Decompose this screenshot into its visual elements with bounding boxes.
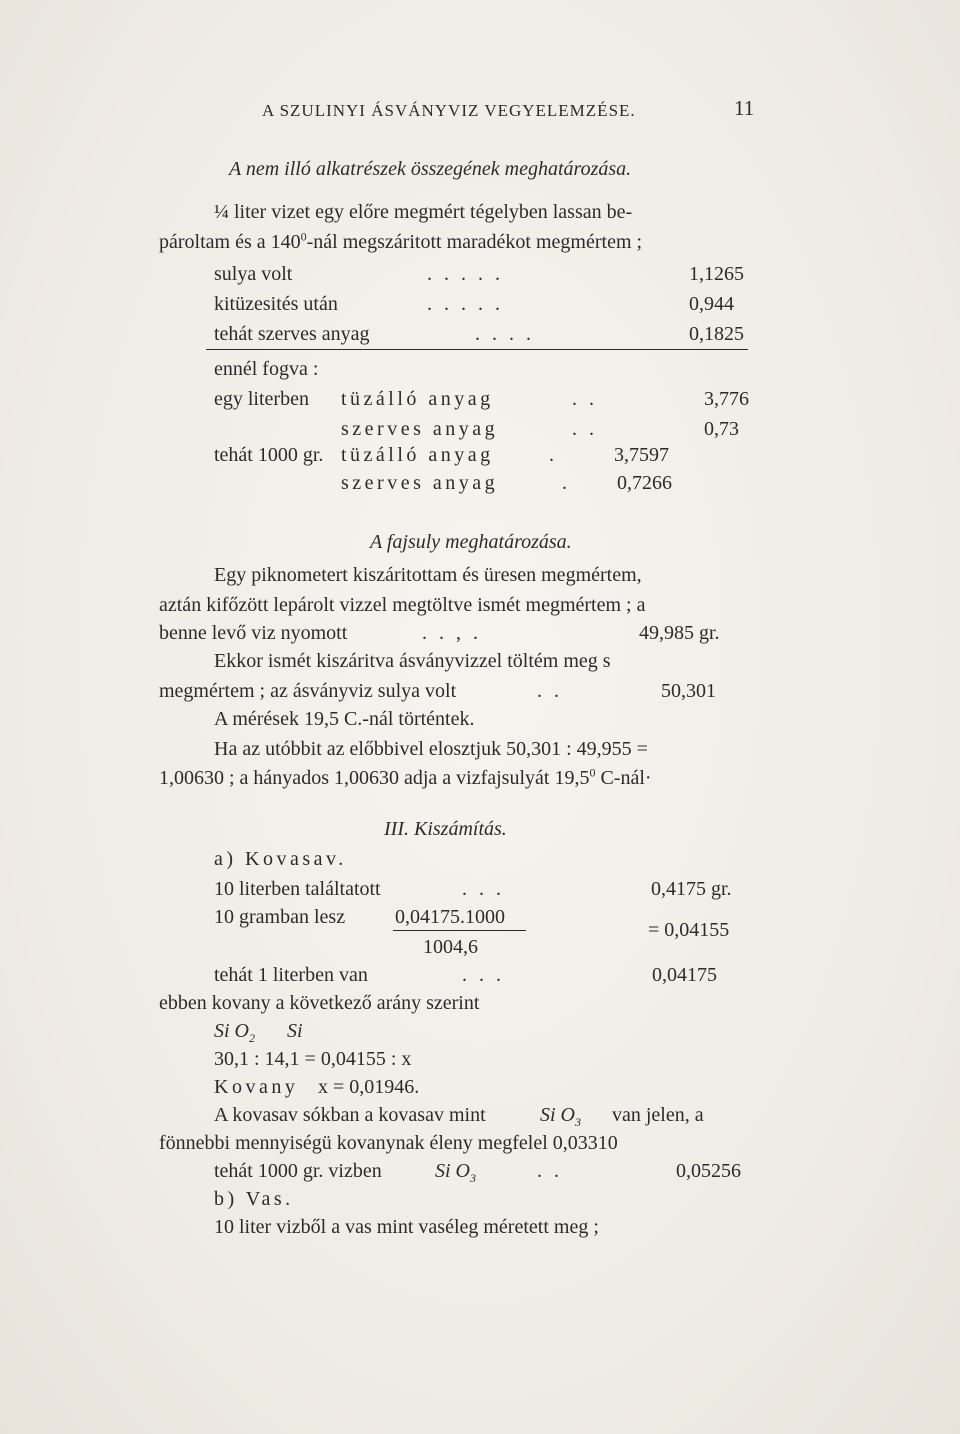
- subsection-heading: b) Vas.: [214, 1188, 294, 1210]
- paragraph-line: 1,00630 ; a hányados 1,00630 adja a vizfajsulyát 19,5$^0$ C-nál·: [159, 765, 652, 789]
- fraction-numerator: 0,04175.1000: [395, 906, 505, 928]
- paragraph-line: aztán kifőzött lepárolt vizzel megtöltve ismét megmértem ; a: [159, 594, 646, 616]
- leader-dots: . . . . .: [427, 263, 504, 285]
- page-number: 11: [734, 96, 755, 120]
- paragraph-line: benne levő viz nyomott: [159, 622, 348, 644]
- row-value: 1,1265: [689, 263, 744, 285]
- leader-dots: . . , .: [422, 622, 482, 644]
- row-value: 3,7597: [614, 444, 669, 466]
- row-label: 10 literben találtatott: [214, 878, 381, 900]
- row-label: tehát 1 literben van: [214, 964, 368, 986]
- formula: Si $O_2$: [214, 1020, 255, 1045]
- leader-dots: . .: [572, 418, 598, 440]
- row-value: 0,05256: [676, 1160, 741, 1182]
- paragraph-line: fönnebbi mennyiségü kovanynak éleny megfelel 0,03310: [159, 1132, 618, 1154]
- row-label: kitüzesités után: [214, 293, 338, 315]
- leader-dots: . .: [537, 1160, 563, 1182]
- paragraph-line: pároltam és a $140^0$-nál megszáritott maradékot megmértem ;: [159, 229, 643, 253]
- leader-dots: . . .: [462, 878, 505, 900]
- leader-dots: .: [549, 444, 554, 466]
- paragraph-line: 10 liter vizből a vas mint vaséleg méretett meg ;: [214, 1216, 599, 1238]
- row-value: 3,776: [704, 388, 749, 410]
- row-value: 0,04175: [652, 964, 717, 986]
- section-title-density: A fajsuly meghatározása.: [370, 531, 572, 553]
- equation: 30,1 : 14,1 = 0,04155 : x: [214, 1048, 412, 1070]
- paragraph-line: ennél fogva :: [214, 358, 319, 380]
- leader-dots: . . . .: [475, 323, 535, 345]
- row-value: 50,301: [661, 680, 716, 702]
- row-value: 0,7266: [617, 472, 672, 494]
- row-value: 0,73: [704, 418, 739, 440]
- section-title-nonvolatile: A nem illó alkatrészek összegének meghatározása.: [229, 158, 632, 180]
- row-value: = 0,04155: [648, 919, 730, 941]
- row-label: tüzálló anyag: [341, 388, 494, 410]
- row-value: 0,1825: [689, 323, 744, 345]
- leader-dots: . . .: [462, 964, 505, 986]
- paragraph-line: Ha az utóbbit az előbbivel elosztjuk 50,301 : 49,955 =: [214, 738, 648, 760]
- row-label: tehát 1000 gr.: [214, 444, 324, 466]
- paragraph-line: ¼ liter vizet egy előre megmért tégelyben lassan be-: [214, 201, 633, 223]
- row-label: Kovany: [214, 1076, 299, 1098]
- formula: Si: [287, 1020, 303, 1042]
- formula: Si $O_3$: [540, 1104, 581, 1129]
- leader-dots: . .: [572, 388, 598, 410]
- row-label: szerves anyag: [341, 472, 499, 494]
- leader-dots: .: [562, 472, 567, 494]
- paragraph-line: ebben kovany a következő arány szerint: [159, 992, 480, 1014]
- row-label: szerves anyag: [341, 418, 499, 440]
- running-header: A SZULINYI ÁSVÁNYVIZ VEGYELEMZÉSE.: [262, 101, 636, 120]
- divider-rule: [206, 349, 748, 350]
- row-value: 0,944: [689, 293, 734, 315]
- row-label: 10 gramban lesz: [214, 906, 346, 928]
- formula: Si $O_3$: [435, 1160, 476, 1185]
- row-value: 0,4175 gr.: [651, 878, 732, 900]
- paragraph-line: van jelen, a: [612, 1104, 704, 1126]
- equation: x = 0,01946.: [318, 1076, 420, 1098]
- paragraph-line: A kovasav sókban a kovasav mint: [214, 1104, 486, 1126]
- row-label: sulya volt: [214, 263, 293, 285]
- row-value: 49,985 gr.: [639, 622, 720, 644]
- leader-dots: . . . . .: [427, 293, 504, 315]
- fraction-denominator: 1004,6: [423, 936, 478, 958]
- row-label: tüzálló anyag: [341, 444, 494, 466]
- row-label: egy literben: [214, 388, 309, 410]
- paragraph-line: megmértem ; az ásványviz sulya volt: [159, 680, 457, 702]
- row-label: tehát 1000 gr. vizben: [214, 1160, 382, 1182]
- paragraph-line: A mérések 19,5 C.-nál történtek.: [214, 708, 475, 730]
- fraction-bar: [393, 930, 526, 931]
- leader-dots: . .: [537, 680, 563, 702]
- section-title-calculation: III. Kiszámítás.: [384, 818, 507, 840]
- row-label: tehát szerves anyag: [214, 323, 370, 345]
- paragraph-line: Egy piknometert kiszáritottam és üresen megmértem,: [214, 564, 642, 586]
- paragraph-line: Ekkor ismét kiszáritva ásványvizzel töltém meg s: [214, 650, 611, 672]
- subsection-heading: a) Kovasav.: [214, 848, 347, 870]
